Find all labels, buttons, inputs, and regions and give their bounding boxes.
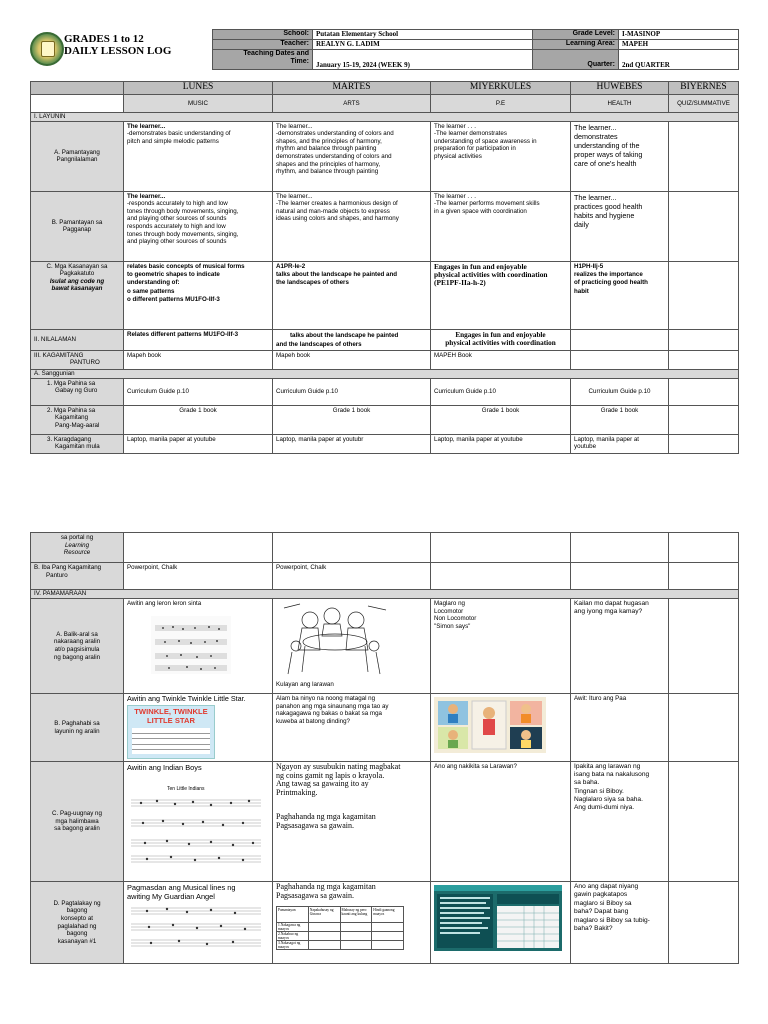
spacer xyxy=(276,797,427,813)
cell-s1-health: Curriculum Guide p.10 xyxy=(571,378,669,405)
teacher-label: Teacher: xyxy=(213,40,313,50)
twinkle-star-image xyxy=(127,705,215,759)
cell-s3-pe: Laptop, manila paper at youtube xyxy=(431,434,571,453)
label-line: nakaraang aralin xyxy=(53,638,101,646)
dates-label-line2: Time: xyxy=(290,58,309,65)
cell-line: understanding of space awareness in xyxy=(434,137,537,145)
lesson-log-table-page-1 xyxy=(30,81,739,454)
cell-line: Maglaro ng xyxy=(434,600,465,607)
rubric-table xyxy=(276,906,404,950)
row-label-pamantayang-pangnilalaman xyxy=(31,121,124,191)
cell-paghahabi-health: Awit: Ituro ang Paa xyxy=(571,694,669,762)
label-line: bagong xyxy=(66,907,88,915)
cell-line: understanding of the xyxy=(574,140,640,150)
cell-pag-uugnay-pe: Ano ang nakikita sa Larawan? xyxy=(431,762,571,882)
cell-s2-quiz xyxy=(669,405,739,434)
cell-line: Non Locomotor xyxy=(434,615,477,623)
label-line: Learning xyxy=(64,541,90,549)
label-line: Pagkakatuto xyxy=(59,270,95,278)
cell-paghahabi-pe xyxy=(431,694,571,762)
cell-line: natural and man-made objects to express xyxy=(276,207,390,215)
grade-label: Grade Level: xyxy=(533,30,619,40)
learning-area-value: MAPEH xyxy=(619,40,739,50)
subject-corner xyxy=(31,95,124,113)
cell-line: habits and hygiene xyxy=(574,210,635,220)
cell-paghahabi-music xyxy=(124,694,273,762)
label-line: paglalahad ng xyxy=(57,922,97,930)
cell-a-arts xyxy=(273,121,431,191)
cell-line: realizes the importance xyxy=(574,271,643,278)
cell-s1-arts: Curriculum Guide p.10 xyxy=(273,378,431,405)
cell-line: relates basic concepts of musical forms xyxy=(127,262,245,270)
sheet-title: Ten Little Indians xyxy=(167,786,205,792)
grade-value: I-MASINOP xyxy=(619,30,739,40)
cell-a-music xyxy=(124,121,273,191)
twinkle-title-line2: LITTLE STAR xyxy=(147,716,195,726)
cell-line: Pagsasagawa sa gawain. xyxy=(276,820,354,830)
label-line: sa portal ng xyxy=(60,534,94,541)
cell-s2-pe: Grade 1 book xyxy=(431,405,571,434)
cell-line: Pagsasagawa sa gawain. xyxy=(276,890,354,900)
cell-s2-arts: Grade 1 book xyxy=(273,405,431,434)
label-line: B. Pamantayan sa xyxy=(51,218,103,226)
cell-line: talks about the landscape he painted and xyxy=(276,271,398,278)
label-line: ng bagong aralin xyxy=(53,653,101,661)
cell-pagtalakay-pe xyxy=(431,882,571,964)
title-line-2: DAILY LESSON LOG xyxy=(64,45,172,57)
cell-line: Engages in fun and enjoyable xyxy=(434,261,527,271)
cell-line: Alam ba ninyo na noong matagal ng xyxy=(276,695,376,702)
label-line: kasanayan #1 xyxy=(57,937,97,945)
rubric-cell xyxy=(340,941,372,950)
row-label-pag-uugnay xyxy=(31,762,124,882)
cell-c-music xyxy=(124,261,273,329)
cell-line: The learner... xyxy=(127,122,166,130)
ten-little-indians-sheet-image xyxy=(127,794,265,864)
cell-line: The learner... xyxy=(276,122,313,130)
cell-line: "Simon says" xyxy=(434,622,471,630)
cell-line: understanding of: xyxy=(127,279,180,287)
dates-value: January 15-19, 2024 (WEEK 9) xyxy=(313,50,533,70)
school-label: School: xyxy=(213,30,313,40)
rubric-cell xyxy=(308,923,340,932)
cell-line: isang bata na nakalusong xyxy=(574,771,650,779)
subject-quiz: QUIZ/SUMMATIVE xyxy=(669,95,739,113)
cell-iba-arts: Powerpoint, Chalk xyxy=(273,563,431,590)
label-line: 1. Mga Pahina sa xyxy=(47,379,96,387)
cell-line: -The learner demonstrates xyxy=(434,130,507,138)
cell-line: to geometric shapes to indicate xyxy=(127,271,220,278)
rubric-cell xyxy=(340,932,372,941)
row-label-mga-kasanayan xyxy=(31,261,124,329)
cell-pagtalakay-music xyxy=(124,882,273,964)
cell-portal-health xyxy=(571,533,669,563)
label-line: mga halimbawa xyxy=(55,817,99,825)
label-line: Gabay ng Guro xyxy=(55,387,98,395)
cell-line: -The learner performs movement skills xyxy=(434,200,540,208)
cell-line: A1PR-Ie-2 xyxy=(276,262,306,270)
cell-line: physical activities with coordination xyxy=(434,270,548,279)
label-line: Resource xyxy=(63,549,91,557)
cell-pagtalakay-health xyxy=(571,882,669,964)
cell-balik-arts xyxy=(273,599,431,694)
cell-kag-music: Mapeh book xyxy=(124,350,273,369)
cell-balik-health xyxy=(571,599,669,694)
cell-line: Awitin ang Twinkle Twinkle Little Star. xyxy=(127,694,246,703)
section-layunin: I. LAYUNIN xyxy=(31,113,739,122)
cell-s1-music: Curriculum Guide p.10 xyxy=(124,378,273,405)
cell-a-quiz xyxy=(669,121,739,191)
row-label-balik-aral xyxy=(31,599,124,694)
subject-health: HEALTH xyxy=(571,95,669,113)
cell-line: -demonstrates basic understanding of xyxy=(127,130,231,138)
cell-line: physical activities with coordination xyxy=(445,339,556,348)
cell-line: Naglalaro siya sa baha. xyxy=(574,795,643,803)
day-monday: LUNES xyxy=(124,82,273,95)
day-wednesday: MIYERKULES xyxy=(431,82,571,95)
cell-line: and the landscapes of others xyxy=(276,340,362,348)
cell-line: panahon ang mga sinaunang mga tao ay xyxy=(276,702,389,710)
cell-line: shapes, and the principles of harmony, xyxy=(276,137,382,145)
pe-activity-slide-image xyxy=(434,885,562,951)
cell-line: The learner... xyxy=(574,122,617,132)
quarter-value: 2nd QUARTER xyxy=(619,50,739,70)
cell-line: habit xyxy=(574,287,589,295)
cell-line: Ang dumi-dumi niya. xyxy=(574,804,635,812)
cell-portal-pe xyxy=(431,533,571,563)
label-line: D. Pagtalakay ng xyxy=(53,899,101,907)
label-line: B. Iba Pang Kagamitang xyxy=(34,564,102,571)
cell-line: Paghahanda ng mga kagamitan xyxy=(276,812,376,822)
cell-line: Pagmasdan ang Musical lines ng xyxy=(127,883,236,892)
cell-line: daily xyxy=(574,219,589,229)
cell-a-health xyxy=(571,121,669,191)
cell-line: practices good health xyxy=(574,201,643,211)
cell-line: -The learner creates a harmonious design of xyxy=(276,200,398,208)
cell-c-pe xyxy=(431,261,571,329)
label-line: sa bagong aralin xyxy=(54,825,100,833)
label-line: at/o pagsisimula xyxy=(54,646,100,653)
rubric-cell xyxy=(372,941,404,950)
cell-line: -demonstrates understanding of colors and xyxy=(276,130,394,138)
cell-a-pe xyxy=(431,121,571,191)
cell-pag-uugnay-arts xyxy=(273,762,431,882)
cell-iba-health xyxy=(571,563,669,590)
cell-iba-pe xyxy=(431,563,571,590)
cell-line: ng coins gamit ng lapis o krayola. xyxy=(276,770,385,780)
cell-kag-pe: MAPEH Book xyxy=(431,350,571,369)
rubric-cell xyxy=(340,923,372,932)
subject-music: MUSIC xyxy=(124,95,273,113)
cell-s1-quiz xyxy=(669,378,739,405)
cell-line: gawin pagkatapos xyxy=(574,891,628,899)
cell-line: awiting My Guardian Angel xyxy=(127,892,215,901)
row-label-kagamitang-pang-mag-aaral xyxy=(31,405,124,434)
cell-b-arts xyxy=(273,191,431,261)
learning-area-label: Learning Area: xyxy=(533,40,619,50)
teacher-value: REALYN G. LADIM xyxy=(313,40,533,50)
cell-line: nakagagawa ng bakas o bakat sa mga xyxy=(276,710,382,718)
children-playing-image xyxy=(434,697,546,753)
rubric-header: Mahusay ng pero kaunti ang kulang xyxy=(340,907,372,923)
cell-line: Engages in fun and enjoyable xyxy=(455,330,546,339)
cell-line: H1PH-IIj-5 xyxy=(574,262,604,270)
cell-b-quiz xyxy=(669,191,739,261)
row-label-kagamitang-panturo xyxy=(31,350,124,369)
cell-line: ideas using colors and shapes, and harmony xyxy=(276,215,399,223)
label-line: C. Pag-uugnay ng xyxy=(52,810,102,818)
rubric-cell xyxy=(372,932,404,941)
row-label-paghahabi xyxy=(31,694,124,762)
guardian-angel-sheet-image xyxy=(127,902,265,948)
section-sanggunian: A. Sanggunian xyxy=(31,369,739,378)
row-label-portal xyxy=(31,533,124,563)
cell-kag-quiz xyxy=(669,350,739,369)
cell-line: Tingnan si Biboy. xyxy=(574,787,624,795)
cell-line: o different patterns MU1FO-IIf-3 xyxy=(127,296,220,304)
cell-line: the landscapes of others xyxy=(276,279,349,287)
row-label-pamantayan-sa-pagganap xyxy=(31,191,124,261)
cell-line: The learner... xyxy=(276,192,313,200)
rubric-header: Hindi gaanong maayos xyxy=(372,907,404,923)
cell-portal-quiz xyxy=(669,533,739,563)
cell-line: tones through body movements, singing, xyxy=(127,207,239,215)
cell-pagtalakay-quiz xyxy=(669,882,739,964)
cell-line: The learner . . . xyxy=(434,192,476,200)
cell-line: The learner . . . xyxy=(434,122,476,130)
coloring-picture-image xyxy=(280,602,390,678)
dates-label xyxy=(213,50,313,70)
cell-line: rhythm and balance through painting xyxy=(276,145,377,153)
cell-line: demonstrates xyxy=(574,131,618,141)
quarter-label: Quarter: xyxy=(533,50,619,70)
rubric-cell xyxy=(308,932,340,941)
cell-b-music xyxy=(124,191,273,261)
label-line: Pagganap xyxy=(62,226,92,234)
cell-nil-music: Relates different patterns MU1FO-IIf-3 xyxy=(124,329,273,350)
cell-s1-pe: Curriculum Guide p.10 xyxy=(431,378,571,405)
cell-line: rhythm, and balance through painting xyxy=(276,168,379,176)
cell-balik-pe xyxy=(431,599,571,694)
cell-nil-pe xyxy=(431,329,571,350)
rubric-cell xyxy=(308,941,340,950)
label-line: Kagamitang xyxy=(55,414,89,422)
cell-kag-arts: Mapeh book xyxy=(273,350,431,369)
cell-line: baha? Bakit? xyxy=(574,925,613,933)
label-line: bagong xyxy=(66,930,88,938)
cell-s2-health: Grade 1 book xyxy=(571,405,669,434)
cell-nil-arts xyxy=(273,329,431,350)
lesson-log-table-page-2 xyxy=(30,532,739,964)
cell-kag-health xyxy=(571,350,669,369)
row-label-nilalaman: II. NILALAMAN xyxy=(31,329,124,350)
cell-line: physical activities xyxy=(434,152,482,160)
label-line: Panturo xyxy=(46,571,68,579)
cell-line: Ngayon ay susubukin nating magbakat xyxy=(276,762,401,771)
rubric-header: Pamantayan xyxy=(277,907,309,923)
cell-line: of practicing good health xyxy=(574,279,648,287)
label-line: Isulat ang code ng xyxy=(49,277,105,285)
label-line: Pangnilalaman xyxy=(56,156,98,164)
cell-paghahabi-quiz xyxy=(669,694,739,762)
rubric-row: 1.Nakagawa ng maayos xyxy=(277,923,309,932)
cell-line: responds accurately to high and low xyxy=(127,222,226,230)
cell-line: Printmaking. xyxy=(276,787,318,797)
label-line: 2. Mga Pahina sa xyxy=(47,406,96,414)
cell-line: kuweba at batong dinding? xyxy=(276,717,350,725)
day-thursday: HUWEBES xyxy=(571,82,669,95)
cell-line: Ano ang dapat niyang xyxy=(574,883,639,890)
label-line: III. KAGAMITANG xyxy=(34,351,84,359)
sheet-music-image xyxy=(151,616,231,674)
cell-line: youtube xyxy=(574,443,597,451)
cell-pag-uugnay-quiz xyxy=(669,762,739,882)
cell-balik-music xyxy=(124,599,273,694)
rubric-header: Napakahusay ng Ginawa xyxy=(308,907,340,923)
cell-s3-arts: Laptop, manila paper at youtubr xyxy=(273,434,431,453)
cell-balik-quiz xyxy=(669,599,739,694)
cell-s2-music: Grade 1 book xyxy=(124,405,273,434)
cell-line: maglaro si Biboy sa xyxy=(574,899,632,907)
rubric-cell xyxy=(372,923,404,932)
cell-line: shapes and the principles of harmony, xyxy=(276,160,381,168)
cell-line: Ang tawag sa gawaing ito ay xyxy=(276,779,369,789)
label-line: layunin ng aralin xyxy=(54,727,100,735)
label-line: C. Mga Kasanayan sa xyxy=(46,262,108,270)
cell-s3-quiz xyxy=(669,434,739,453)
cell-line: maglaro si Biboy sa tubig- xyxy=(574,916,650,924)
cell-line: (PE1PF-IIa-h-2) xyxy=(434,278,486,288)
row-label-gabay-ng-guro xyxy=(31,378,124,405)
deped-seal-logo xyxy=(30,32,64,66)
cell-pag-uugnay-music xyxy=(124,762,273,882)
label-line: B. Paghahabi sa xyxy=(54,719,100,727)
cell-line: Locomotor xyxy=(434,607,464,615)
label-line: 3. Karagdagang xyxy=(47,435,92,443)
title-line-1: GRADES 1 to 12 xyxy=(64,33,144,45)
cell-line: Awitin ang leron leron sinta xyxy=(127,600,202,607)
row-label-pagtalakay xyxy=(31,882,124,964)
day-tuesday: MARTES xyxy=(273,82,431,95)
cell-line: o same patterns xyxy=(127,287,175,295)
subject-arts: ARTS xyxy=(273,95,431,113)
cell-line: Kailan mo dapat hugasan xyxy=(574,600,649,607)
cell-c-quiz xyxy=(669,261,739,329)
cell-line: Awitin ang Indian Boys xyxy=(127,763,202,772)
cell-line: -responds accurately to high and low xyxy=(127,200,228,208)
document-title xyxy=(64,33,171,57)
cell-line: and playing other sources of sounds xyxy=(127,215,227,223)
cell-line: and playing other sources of sounds xyxy=(127,238,227,246)
cell-line: pitch and simple melodic patterns xyxy=(127,137,219,145)
cell-c-arts xyxy=(273,261,431,329)
cell-b-pe xyxy=(431,191,571,261)
cell-line: talks about the landscape he painted xyxy=(290,331,399,339)
section-pamamaraan: IV. PAMAMARAAN xyxy=(31,590,739,599)
corner-cell xyxy=(31,82,124,95)
cell-line: Laptop, manila paper at xyxy=(574,435,640,443)
row-label-karagdagang-kagamitan xyxy=(31,434,124,453)
cell-line: Ipakita ang larawan ng xyxy=(574,763,641,770)
cell-s3-music: Laptop, manila paper at youtube xyxy=(124,434,273,453)
label-line: A. Balik-aral sa xyxy=(56,630,98,638)
cell-portal-arts xyxy=(273,533,431,563)
cell-line: sa baha. xyxy=(574,779,600,787)
cell-pag-uugnay-health xyxy=(571,762,669,882)
cell-line: tones through body movements, singing, xyxy=(127,230,239,238)
cell-c-health xyxy=(571,261,669,329)
rubric-row: 2.Nakabuo ng maayos xyxy=(277,932,309,941)
cell-line: care of one's health xyxy=(574,158,637,168)
label-line: PANTURO xyxy=(70,359,100,367)
cell-pagtalakay-arts xyxy=(273,882,431,964)
label-line: Pang-Mag-aaral xyxy=(55,421,100,429)
school-value: Putatan Elementary School xyxy=(313,30,533,40)
label-line: bawat kasanayan xyxy=(51,285,103,293)
header-info-table xyxy=(212,29,739,70)
cell-line: proper ways of taking xyxy=(574,149,643,159)
cell-line: baha? Dapat bang xyxy=(574,908,629,916)
row-label-iba-pang-kagamitang xyxy=(31,563,124,590)
cell-iba-music: Powerpoint, Chalk xyxy=(124,563,273,590)
cell-portal-music xyxy=(124,533,273,563)
label-line: Kagamitan mula xyxy=(55,443,100,451)
cell-line: demonstrates understanding of colors and xyxy=(276,152,392,160)
cell-s3-health xyxy=(571,434,669,453)
cell-line: Paghahanda ng mga kagamitan xyxy=(276,882,376,891)
cell-line: The learner... xyxy=(574,192,617,202)
day-friday: BIYERNES xyxy=(669,82,739,95)
cell-line: ang iyong mga kamay? xyxy=(574,608,643,616)
label-line: A. Pamantayang xyxy=(54,148,100,156)
twinkle-title-line1: TWINKLE, TWINKLE xyxy=(134,707,208,717)
subject-pe: P.E xyxy=(431,95,571,113)
cell-line: in a given space with coordination xyxy=(434,207,527,215)
twinkle-staff xyxy=(132,728,210,754)
coloring-caption: Kulayan ang larawan xyxy=(276,680,334,688)
cell-b-health xyxy=(571,191,669,261)
rubric-row: 3.Nakasagot ng maayos xyxy=(277,941,309,950)
cell-paghahabi-arts xyxy=(273,694,431,762)
staff-line-bottom xyxy=(132,744,210,750)
dates-label-line1: Teaching Dates and xyxy=(243,50,309,57)
label-line: konsepto at xyxy=(61,914,93,922)
cell-iba-quiz xyxy=(669,563,739,590)
staff-line-top xyxy=(132,733,210,739)
cell-nil-quiz xyxy=(669,329,739,350)
cell-nil-health xyxy=(571,329,669,350)
cell-line: preparation for participation in xyxy=(434,145,516,153)
cell-line: The learner... xyxy=(127,192,166,200)
